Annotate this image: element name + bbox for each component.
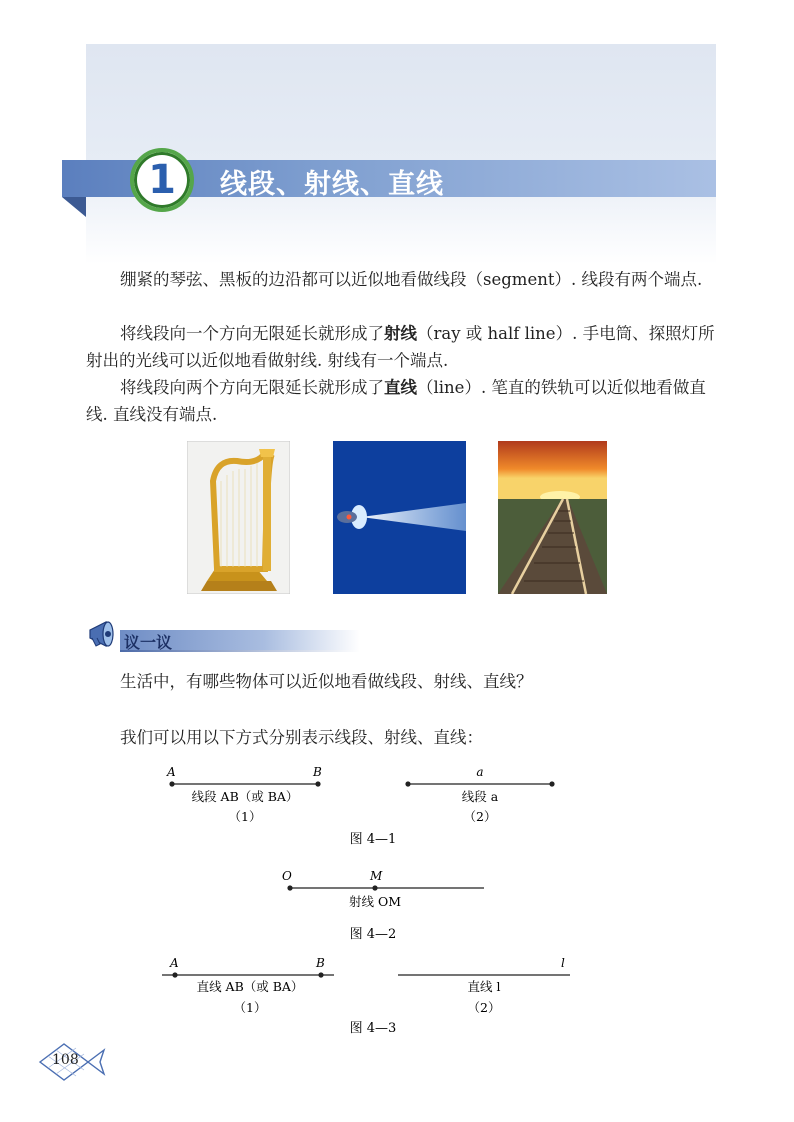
segment-ab-caption: 线段 AB（或 BA） — [191, 789, 299, 804]
segment-a-caption: 线段 a — [461, 789, 499, 804]
paragraph-line: 将线段向两个方向无限延长就形成了直线（line）. 笔直的铁轨可以近似地看做直线. 直线没有端点. — [86, 378, 706, 424]
label-m: M — [370, 869, 383, 883]
line-label-b: B — [316, 956, 325, 970]
paragraph-ray: 将线段向一个方向无限延长就形成了射线（ray 或 half line）. 手电筒、探照灯所射出的光线可以近似地看做射线. 射线有一个端点. — [86, 324, 715, 370]
line-label-a: A — [170, 956, 179, 970]
line-ab-caption: 直线 AB（或 BA） — [196, 979, 304, 994]
line-label-l: l — [561, 956, 565, 970]
label-a: A — [167, 765, 176, 779]
point-b — [315, 781, 320, 786]
ray-caption: 射线 OM — [348, 894, 402, 909]
point-a — [169, 781, 174, 786]
segment-a-end1 — [405, 781, 410, 786]
fig2-caption: 图 4—2 — [349, 927, 397, 942]
fig1-caption: 图 4—1 — [349, 832, 397, 847]
point-o — [287, 885, 292, 890]
fig3-caption: 图 4—3 — [349, 1021, 397, 1036]
segment-a-end2 — [549, 781, 554, 786]
term-ray: 射线 — [384, 324, 417, 343]
line-point-b — [318, 972, 323, 977]
fig1-sub1: （1） — [228, 809, 262, 824]
discuss-title: 议一议 — [124, 633, 173, 652]
notation-intro: 我们可以用以下方式分别表示线段、射线、直线： — [120, 728, 483, 747]
line-point-a — [172, 972, 177, 977]
page-number: 108 — [52, 1052, 79, 1068]
term-line: 直线 — [384, 378, 417, 397]
label-seg-a: a — [476, 765, 484, 779]
label-b: B — [313, 765, 322, 779]
discuss-question: 生活中，有哪些物体可以近似地看做线段、射线、直线？ — [120, 672, 533, 691]
line-l-caption: 直线 l — [467, 979, 501, 994]
section-number: 1 — [148, 157, 176, 203]
point-m — [372, 885, 377, 890]
label-o: O — [282, 869, 292, 883]
paragraph-segment: 绷紧的琴弦、黑板的边沿都可以近似地看做线段（segment）. 线段有两个端点. — [120, 270, 703, 289]
fig3-sub2: （2） — [467, 1000, 501, 1015]
section-title: 线段、射线、直线 — [220, 169, 444, 200]
fig3-sub1: （1） — [233, 1000, 267, 1015]
fig1-sub2: （2） — [463, 809, 497, 824]
